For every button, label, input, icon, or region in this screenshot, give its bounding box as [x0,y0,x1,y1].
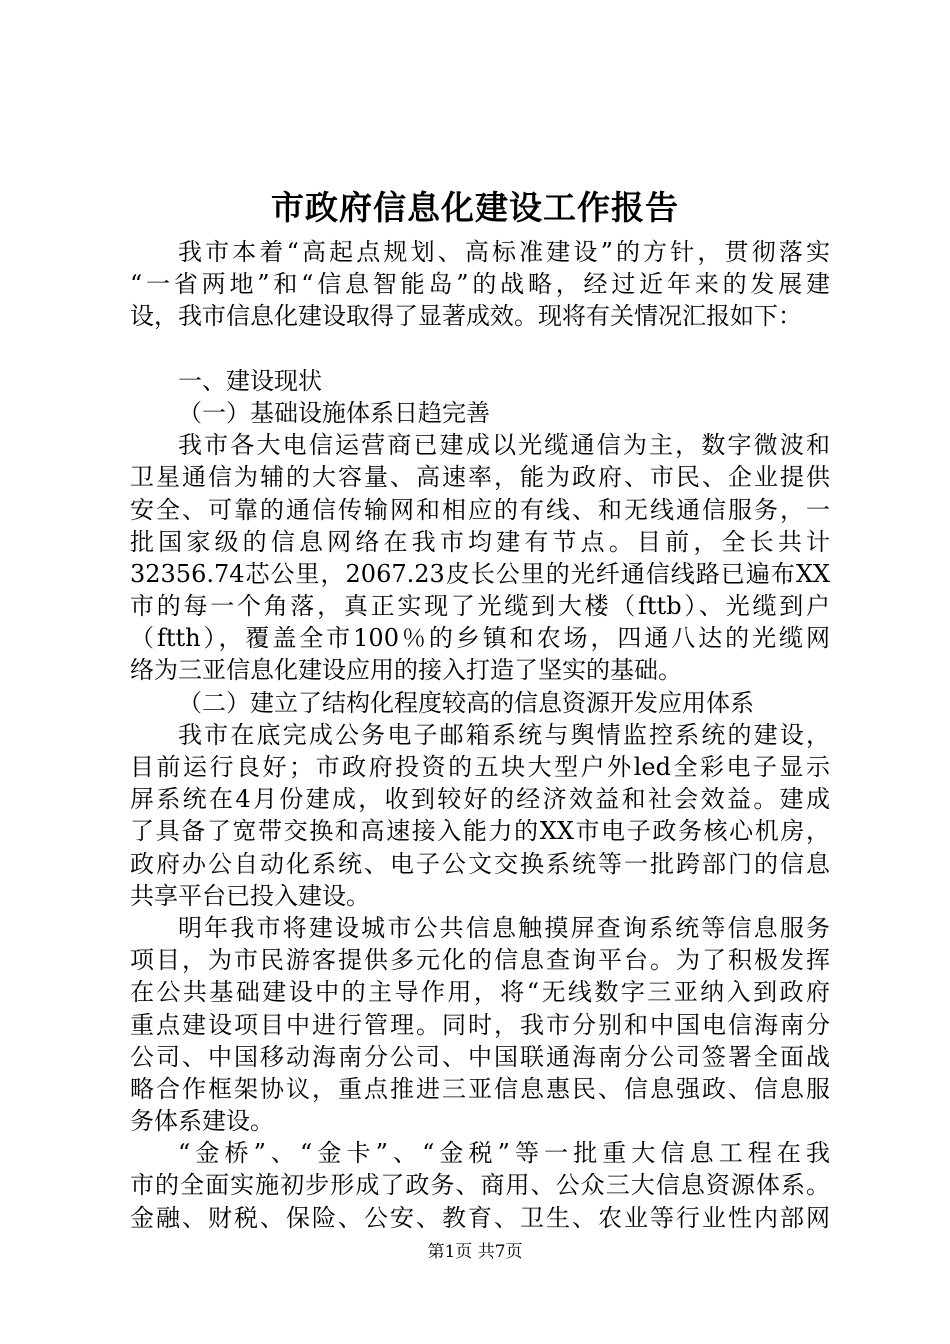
blank-line [130,333,830,365]
paragraph-line: 共享平台已投入建设。 [130,881,370,910]
paragraph-line: 市的每一个角落，真正实现了光缆到大楼（fttb）、光缆到户 [130,592,830,621]
subsection-heading: （二）建立了结构化程度较高的信息资源开发应用体系 [178,688,754,717]
paragraph-line: 项目，为市民游客提供多元化的信息查询平台。为了积极发挥 [130,946,830,975]
paragraph-line: 批国家级的信息网络在我市均建有节点。目前，全长共计 [130,527,830,556]
subsection-heading: （一）基础设施体系日趋完善 [178,398,490,427]
paragraph-line: 公司、中国移动海南分公司、中国联通海南分公司签署全面战 [130,1042,830,1071]
paragraph-line: 政府办公自动化系统、电子公文交换系统等一批跨部门的信息 [130,849,830,878]
paragraph-line: “金桥”、“金卡”、“金税”等一批重大信息工程在我 [178,1139,830,1168]
paragraph-line: 金融、财税、保险、公安、教育、卫生、农业等行业性内部网 [130,1203,830,1232]
paragraph-line: 了具备了宽带交换和高速接入能力的XX市电子政务核心机房， [130,817,830,846]
paragraph-line: 务体系建设。 [130,1107,274,1136]
paragraph-line: 市的全面实施初步形成了政务、商用、公众三大信息资源体系。 [130,1171,830,1200]
document-body [130,236,830,1234]
paragraph-line: 安全、可靠的通信传输网和相应的有线、和无线通信服务，一 [130,495,830,524]
paragraph-line: 重点建设项目中进行管理。同时，我市分别和中国电信海南分 [130,1010,830,1039]
paragraph-line: 32356.74芯公里，2067.23皮长公里的光纤通信线路已遍布XX [130,559,830,588]
paragraph-line: “一省两地”和“信息智能岛”的战略，经过近年来的发展建 [130,270,830,299]
paragraph-line: 在公共基础建设中的主导作用，将“无线数字三亚纳入到政府 [130,978,830,1007]
document-title: 市政府信息化建设工作报告 [271,188,679,227]
paragraph-line: 屏系统在4月份建成，收到较好的经济效益和社会效益。建成 [130,785,830,814]
paragraph-line: 卫星通信为辅的大容量、高速率，能为政府、市民、企业提供 [130,463,830,492]
paragraph-line: 络为三亚信息化建设应用的接入打造了坚实的基础。 [130,656,682,685]
paragraph-line: 我市各大电信运营商已建成以光缆通信为主，数字微波和 [178,431,830,460]
page-footer: 第1页 共7页 [427,1242,523,1262]
section-heading: 一、建设现状 [178,366,322,395]
paragraph-line: 我市在底完成公务电子邮箱系统与舆情监控系统的建设， [178,720,830,749]
paragraph-line: 目前运行良好；市政府投资的五块大型户外led全彩电子显示 [130,753,830,781]
paragraph-line: 设，我市信息化建设取得了显著成效。现将有关情况汇报如下： [130,302,802,331]
paragraph-line: （ftth），覆盖全市100％的乡镇和农场，四通八达的光缆网 [130,624,830,653]
paragraph-line: 明年我市将建设城市公共信息触摸屏查询系统等信息服务 [178,913,830,942]
paragraph-line: 略合作框架协议，重点推进三亚信息惠民、信息强政、信息服 [130,1074,830,1103]
paragraph-line: 我市本着“高起点规划、高标准建设”的方针，贯彻落实 [178,238,830,266]
